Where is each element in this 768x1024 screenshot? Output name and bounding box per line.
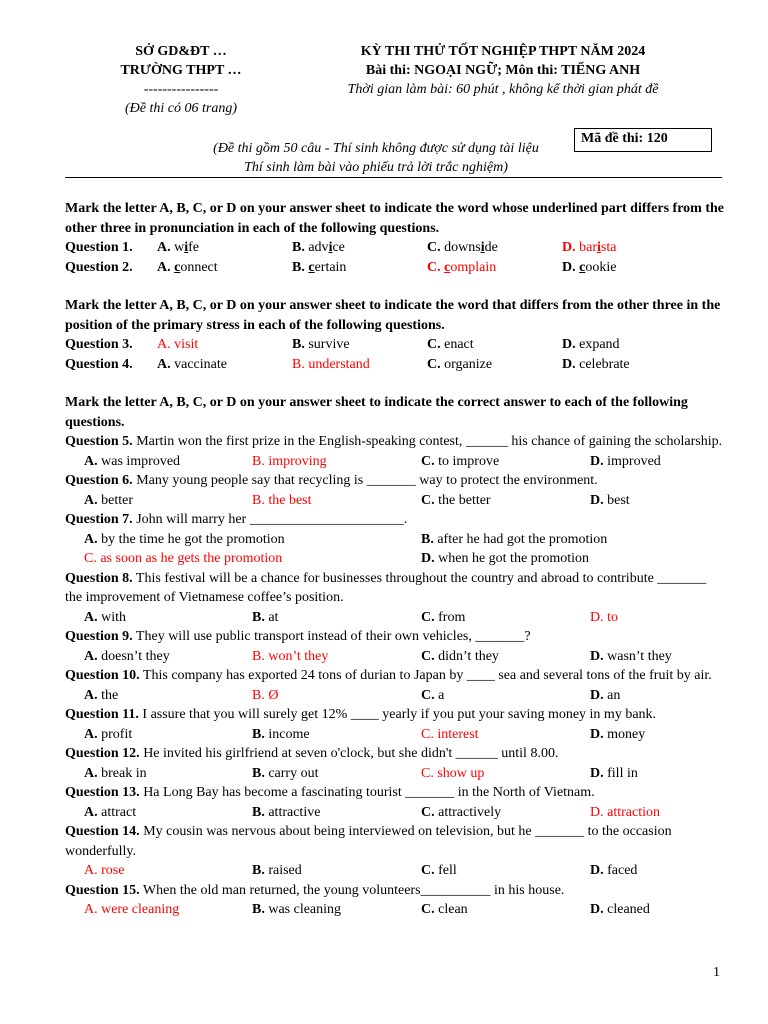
- option-text: expand: [579, 337, 620, 352]
- option-text: omplain: [450, 259, 497, 275]
- option-letter: B.: [252, 902, 265, 917]
- question-6-options: [65, 491, 725, 511]
- option-text: fe: [188, 240, 200, 255]
- note-line-1: (Đề thi gồm 50 câu - Thí sinh không được sử dụng tài liệu: [213, 141, 539, 156]
- option-letter: C.: [421, 453, 435, 469]
- option-text: sta: [600, 240, 617, 255]
- option-text: improved: [603, 453, 661, 469]
- option-b-answer: B. the best: [252, 492, 312, 508]
- option-text: cleaned: [603, 902, 650, 917]
- question-text: My cousin was nervous about being interviewed on television, but he _______ to the occasion wonderfully.: [65, 824, 672, 859]
- option-letter: C.: [427, 337, 441, 352]
- option-a: [84, 530, 285, 550]
- option-letter: D.: [590, 453, 604, 469]
- question-label: Question 15.: [65, 882, 140, 898]
- option-c: [427, 355, 492, 375]
- question-9-options: [65, 647, 725, 667]
- exam-header: [318, 42, 688, 99]
- question-9-stem: [65, 627, 725, 647]
- question-label: Question 2.: [65, 259, 133, 275]
- question-6-stem: [65, 471, 725, 491]
- option-letter: C.: [421, 609, 435, 625]
- question-14-options: [65, 861, 725, 881]
- option-letter: C.: [427, 356, 441, 372]
- question-label: Question 3.: [65, 337, 133, 352]
- option-c: [421, 686, 444, 706]
- option-b: [252, 900, 341, 920]
- option-text: attract: [97, 804, 137, 820]
- option-d: [562, 355, 630, 375]
- option-text: with: [97, 609, 127, 625]
- question-12-stem: [65, 744, 725, 764]
- option-b-answer: B. won’t they: [252, 648, 329, 664]
- exam-code-box: Mã đề thi: 120: [574, 128, 712, 152]
- option-d: [590, 452, 661, 472]
- option-letter: B.: [252, 609, 265, 625]
- option-a: [84, 764, 147, 784]
- option-text: faced: [603, 863, 638, 878]
- option-text: enact: [444, 337, 474, 352]
- option-text: best: [603, 492, 630, 508]
- option-c: [421, 452, 499, 472]
- option-text: better: [97, 492, 133, 508]
- option-c-answer: C. as soon as he gets the promotion: [84, 551, 283, 566]
- page-number: 1: [713, 965, 720, 980]
- page-count-note: (Đề thi có 06 trang): [125, 101, 237, 116]
- option-c: [427, 238, 498, 258]
- question-text: This company has exported 24 tons of durian to Japan by ____ sea and several tons of the fruit by air.: [139, 668, 712, 683]
- question-5-stem: [65, 432, 725, 452]
- option-b-answer: B. improving: [252, 453, 327, 469]
- option-text: at: [264, 609, 279, 625]
- exam-title: KỲ THI THỬ TỐT NGHIỆP THPT NĂM 2024: [360, 44, 646, 59]
- option-letter: B.: [292, 337, 305, 352]
- option-b: [252, 608, 278, 628]
- question-10-options: [65, 686, 725, 706]
- exam-subject: Bài thi: NGOẠI NGỮ; Môn thi: TIẾNG ANH: [365, 63, 641, 78]
- option-letter: D.: [590, 765, 604, 781]
- question-label: Question 14.: [65, 824, 140, 839]
- option-letter: A.: [157, 356, 171, 372]
- question-15-stem: [65, 881, 725, 901]
- option-letter: D.: [421, 551, 435, 566]
- exam-content: [65, 199, 725, 920]
- option-letter: A.: [84, 804, 98, 820]
- option-c: [421, 861, 457, 881]
- option-text: attractively: [434, 804, 502, 820]
- option-text: from: [434, 609, 466, 625]
- underlined-part: i: [184, 240, 189, 255]
- exam-duration: Thời gian làm bài: 60 phút , không kể thời gian phát đề: [347, 82, 659, 97]
- option-letter: A.: [84, 609, 98, 625]
- option-letter: A.: [84, 453, 98, 469]
- option-text: raised: [264, 863, 302, 878]
- option-text: ertain: [314, 259, 347, 275]
- option-text: the: [97, 687, 119, 703]
- option-a: [157, 238, 199, 258]
- question-label: Question 4.: [65, 356, 133, 372]
- question-7-options-cd: [65, 549, 725, 569]
- school-name: TRƯỜNG THPT …: [120, 63, 242, 78]
- question-text: When the old man returned, the young volunteers__________ in his house.: [139, 882, 565, 898]
- option-a: [157, 258, 218, 278]
- underlined-part: c: [579, 259, 586, 275]
- option-b-answer: B. Ø: [252, 687, 279, 703]
- question-text: Ha Long Bay has become a fascinating tourist _______ in the North of Vietnam.: [139, 785, 595, 800]
- option-a: [84, 452, 180, 472]
- question-label: Question 8.: [65, 570, 133, 586]
- option-letter: A.: [84, 765, 98, 781]
- option-letter: D.: [590, 648, 604, 664]
- option-text: organize: [444, 356, 493, 372]
- option-a: [84, 491, 133, 511]
- option-letter: C.: [421, 804, 435, 820]
- option-c: [421, 900, 468, 920]
- option-letter: B.: [292, 240, 305, 255]
- underlined-part: i: [597, 240, 601, 255]
- underlined-part: c: [308, 259, 315, 275]
- header-divider: ----------------: [143, 82, 219, 97]
- option-c: [421, 803, 501, 823]
- department-name: SỞ GD&ĐT …: [135, 44, 227, 59]
- option-d-answer: D. to: [590, 609, 618, 625]
- option-letter: A.: [84, 648, 98, 664]
- question-text: He invited his girlfriend at seven o'clock, but she didn't ______ until 8.00.: [139, 746, 559, 761]
- question-label: Question 1.: [65, 240, 133, 255]
- question-4: [65, 355, 725, 375]
- question-11-options: [65, 725, 725, 745]
- option-a: [84, 725, 132, 745]
- question-label: Question 5.: [65, 434, 133, 449]
- option-text: onnect: [180, 259, 218, 275]
- option-letter: A.: [84, 531, 98, 547]
- header-rule: [65, 177, 722, 178]
- option-b: [421, 530, 607, 550]
- question-label: Question 10.: [65, 668, 140, 683]
- option-b: [252, 764, 319, 784]
- underlined-part: c: [174, 259, 181, 275]
- option-letter: D.: [590, 687, 604, 703]
- option-letter: D.: [590, 726, 604, 742]
- option-d-answer: D. attraction: [590, 804, 660, 820]
- question-12-options: [65, 764, 725, 784]
- question-7-options-ab: [65, 530, 725, 550]
- option-c-answer: C. interest: [421, 726, 479, 742]
- option-text: carry out: [264, 765, 319, 781]
- question-10-stem: [65, 666, 725, 686]
- option-letter: B.: [292, 259, 305, 275]
- option-text: was improved: [97, 453, 181, 469]
- option-text: an: [603, 687, 621, 703]
- option-letter: B.: [252, 863, 265, 878]
- option-text: clean: [434, 902, 468, 917]
- option-c: [421, 491, 491, 511]
- option-text: a: [434, 687, 445, 703]
- option-text: celebrate: [579, 356, 630, 372]
- option-letter: B.: [252, 726, 265, 742]
- option-b: [252, 861, 302, 881]
- question-text: This festival will be a chance for businesses throughout the country and abroad to contribute _______ the improvement of Vietnamese coffee’s position.: [65, 570, 707, 605]
- option-text: fill in: [603, 765, 638, 781]
- option-b: [252, 803, 320, 823]
- option-a: [84, 803, 136, 823]
- question-7-stem: [65, 510, 725, 530]
- note-line-2: Thí sinh làm bài vào phiếu trả lời trắc nghiệm): [244, 160, 508, 175]
- question-label: Question 7.: [65, 512, 133, 527]
- option-text: by the time he got the promotion: [97, 531, 285, 547]
- option-d: [590, 686, 620, 706]
- school-header: [96, 42, 266, 118]
- option-b: [292, 335, 350, 355]
- option-d-answer: [562, 238, 616, 258]
- question-label: Question 9.: [65, 629, 133, 644]
- question-13-options: [65, 803, 725, 823]
- option-a: [84, 647, 170, 667]
- option-b-answer: B. understand: [292, 356, 370, 372]
- option-letter: B.: [252, 765, 265, 781]
- option-letter: C.: [421, 863, 435, 878]
- question-13-stem: [65, 783, 725, 803]
- option-letter: A.: [157, 259, 171, 275]
- option-text: bar: [579, 240, 598, 255]
- option-text: ce: [332, 240, 345, 255]
- option-c: [421, 608, 465, 628]
- option-a-answer: A. rose: [84, 863, 125, 878]
- question-14-stem: [65, 822, 725, 861]
- question-text: They will use public transport instead of their own vehicles, _______?: [132, 629, 531, 644]
- option-c-answer: C. show up: [421, 765, 485, 781]
- option-b: [252, 725, 310, 745]
- option-d: [562, 335, 620, 355]
- option-text: ookie: [585, 259, 617, 275]
- question-label: Question 12.: [65, 746, 140, 761]
- question-11-stem: [65, 705, 725, 725]
- option-letter: D.: [562, 337, 576, 352]
- question-text: Many young people say that recycling is _______ way to protect the environment.: [132, 473, 598, 488]
- option-d: [421, 549, 589, 569]
- section-2-instruction: Mark the letter A, B, C, or D on your answer sheet to indicate the word that differs from the other three in the position of the primary stress in each of the following questions.: [65, 298, 721, 333]
- option-text: doesn’t they: [97, 648, 170, 664]
- option-letter: B.: [252, 804, 265, 820]
- option-text: income: [264, 726, 310, 742]
- question-label: Question 13.: [65, 785, 140, 800]
- question-text: Martin won the first prize in the English-speaking contest, ______ his chance of gaining the scholarship.: [132, 434, 723, 449]
- option-c: [427, 335, 474, 355]
- option-letter: C.: [427, 240, 441, 255]
- option-text: after he had got the promotion: [433, 531, 608, 547]
- option-letter: D.: [562, 356, 576, 372]
- option-text: profit: [97, 726, 133, 742]
- option-c: [421, 647, 499, 667]
- option-text: didn’t they: [434, 648, 499, 664]
- option-d: [590, 647, 672, 667]
- option-letter: A.: [157, 240, 171, 255]
- option-text: survive: [308, 337, 350, 352]
- question-text: I assure that you will surely get 12% ____ yearly if you put your saving money in my bank.: [138, 707, 657, 722]
- option-letter: D.: [590, 492, 604, 508]
- question-label: Question 11.: [65, 707, 139, 722]
- question-8-stem: [65, 569, 725, 608]
- option-d: [590, 764, 638, 784]
- exam-instructions-note: [96, 139, 656, 177]
- option-a: [157, 355, 227, 375]
- option-letter: C.: [421, 687, 435, 703]
- underlined-part: i: [480, 240, 485, 255]
- option-letter: A.: [84, 687, 98, 703]
- option-d: [562, 258, 616, 278]
- option-d: [590, 861, 637, 881]
- option-a: [84, 686, 118, 706]
- underlined-part: c: [444, 259, 451, 275]
- question-15-options: [65, 900, 725, 920]
- option-a-answer: A. visit: [157, 337, 199, 352]
- option-text: vaccinate: [174, 356, 227, 372]
- option-letter: D.: [590, 902, 604, 917]
- option-letter: C.: [427, 259, 441, 275]
- option-a: [84, 608, 126, 628]
- option-d: [590, 900, 650, 920]
- option-text: downs: [444, 240, 481, 255]
- option-text: fell: [434, 863, 457, 878]
- section-3-instruction: Mark the letter A, B, C, or D on your answer sheet to indicate the correct answer to each of the following questions.: [65, 395, 688, 430]
- option-letter: D.: [590, 863, 604, 878]
- option-text: de: [484, 240, 498, 255]
- option-letter: A.: [84, 726, 98, 742]
- option-d: [590, 491, 630, 511]
- option-letter: C.: [421, 492, 435, 508]
- question-text: John will marry her ______________________.: [132, 512, 408, 527]
- section-1-instruction: Mark the letter A, B, C, or D on your answer sheet to indicate the word whose underlined part differs from the other three in pronunciation in each of the following questions.: [65, 201, 724, 236]
- option-text: money: [603, 726, 646, 742]
- option-text: was cleaning: [264, 902, 342, 917]
- option-letter: D.: [562, 240, 576, 255]
- option-b: [292, 238, 345, 258]
- option-letter: C.: [421, 902, 435, 917]
- option-d: [590, 725, 645, 745]
- option-text: break in: [97, 765, 147, 781]
- option-text: w: [174, 240, 185, 255]
- question-2: [65, 258, 725, 278]
- question-label: Question 6.: [65, 473, 133, 488]
- option-text: adv: [308, 240, 329, 255]
- option-text: attractive: [264, 804, 321, 820]
- option-c-answer: [427, 258, 496, 278]
- option-text: wasn’t they: [603, 648, 672, 664]
- question-5-options: [65, 452, 725, 472]
- option-letter: D.: [562, 259, 576, 275]
- option-letter: B.: [421, 531, 434, 547]
- option-letter: C.: [421, 648, 435, 664]
- question-1: [65, 238, 725, 258]
- underlined-part: i: [328, 240, 333, 255]
- option-letter: A.: [84, 492, 98, 508]
- question-8-options: [65, 608, 725, 628]
- option-text: to improve: [434, 453, 500, 469]
- option-b: [292, 258, 346, 278]
- option-text: when he got the promotion: [434, 551, 589, 566]
- question-3: [65, 335, 725, 355]
- option-a-answer: A. were cleaning: [84, 902, 180, 917]
- option-text: the better: [434, 492, 491, 508]
